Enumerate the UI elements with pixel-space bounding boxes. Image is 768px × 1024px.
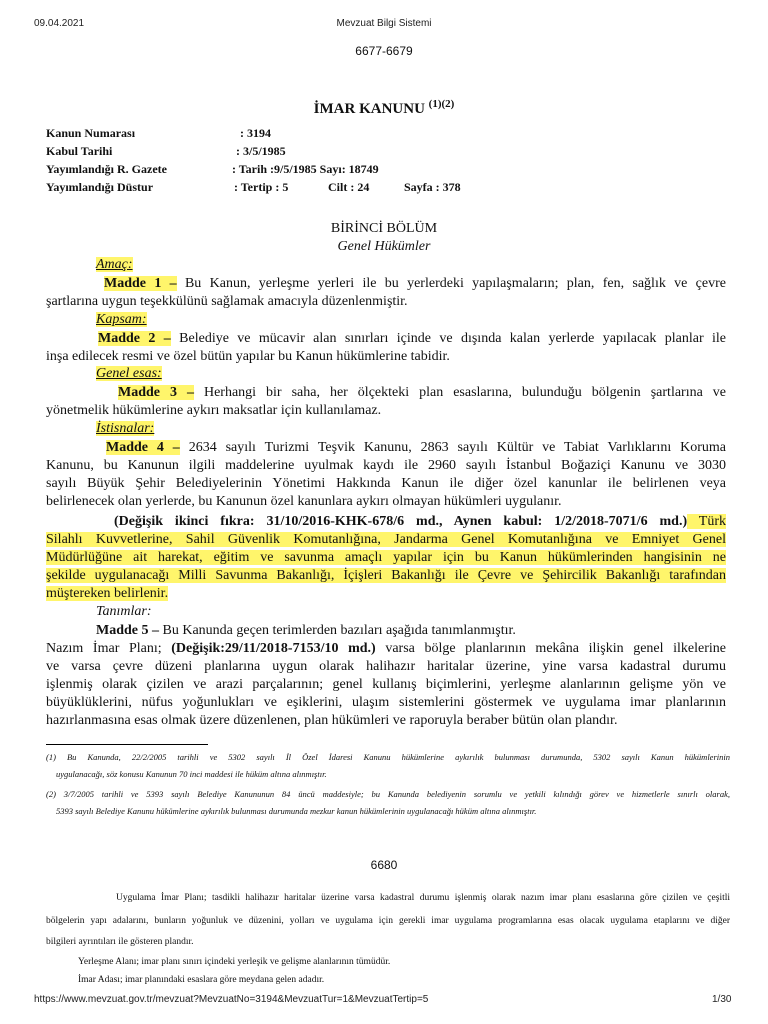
article-3-line-2: yönetmelik hükümlerine aykırı maksatlar için kullanılamaz. — [46, 403, 382, 418]
footnote-separator — [46, 744, 208, 745]
meta-cilt: Cilt : 24 — [328, 180, 370, 194]
print-title: Mevzuat Bilgi Sistemi — [336, 18, 432, 29]
article-1-title: Madde 1 – — [104, 276, 177, 291]
meta-value: : Tarih :9/5/1985 Sayı: 18749 — [232, 162, 379, 176]
article-4-hl-line-4: şekilde uygulanacağı Milli Savunma Bakanlığı, İçişleri Bakanlığı ile Çevre ve Şehircilik Bakanlığı tarafından — [46, 568, 726, 583]
print-date: 09.04.2021 — [34, 18, 85, 29]
article-4-line-3: sayılı Büyük Şehir Belediyelerinin Yönetimi Hakkında Kanun ile diğer özel kanunlar ile belirlenen veya — [46, 476, 726, 491]
meta-label: Kanun Numarası — [46, 126, 136, 140]
label-kapsam: Kapsam: — [96, 312, 147, 327]
label-tanimlar: Tanımlar: — [96, 604, 152, 619]
meta-value: : 3194 — [240, 126, 271, 140]
article-2-line-2: inşa edilecek resmi ve özel bütün yapılar bu Kanun hükümlerine tabidir. — [46, 349, 450, 364]
law-title-text: İMAR KANUNU — [313, 101, 425, 117]
label-istisnalar: İstisnalar: — [96, 421, 155, 436]
nazim-line-4: büyüklüklerini, nüfus yoğunlukları ve eşiklerini, ulaşım sistemlerini göstermek ve uygulama imar planlarının — [46, 695, 726, 710]
uygulama-line-2: bölgelerin yapı adalarını, bunların yoğunluk ve düzenini, yolları ve uygulama için gerekli imar uygulama programlarına esas olacak uygulama etaplarını ve diğer — [46, 916, 730, 926]
article-4-hl-line-3: Müdürlüğüne ait harekat, eğitim ve savunma amaçlı yapılar için bu Kanun hükümlerinden hangisinin ne — [46, 550, 726, 565]
article-4-hl-line-2: Silahlı Kuvvetlerine, Sahil Güvenlik Komutanlığına, Jandarma Genel Komutanlığına ve Emniyet Genel — [46, 532, 726, 547]
article-5-line-1: Madde 5 – Bu Kanunda geçen terimlerden bazıları aşağıda tanımlanmıştır. — [96, 623, 516, 638]
nazim-amendment-note: (Değişik:29/11/2018-7153/10 md.) — [171, 641, 376, 656]
law-title — [0, 98, 768, 118]
meta-label: Yayımlandığı Düstur — [46, 180, 154, 194]
meta-value: : 3/5/1985 — [236, 144, 286, 158]
article-4-line-4: belirlenecek olan yerlerde, bu Kanunun özel kanunlara aykırı olmayan hükümleri uygulanır. — [46, 494, 562, 509]
meta-sayfa: Sayfa : 378 — [404, 180, 461, 194]
meta-label: Yayımlandığı R. Gazete — [46, 162, 167, 176]
article-2-line-1: Madde 2 – Belediye ve mücavir alan sınırları içinde ve dışında kalan yerlerde yapılacak planlar ile — [98, 331, 727, 346]
nazim-line-5: hazırlanmasına esas olmak üzere düzenlenen, plan hükümleri ve raporuyla beraber bütün olan plandır. — [46, 713, 618, 728]
footer-page-count: 1/30 — [712, 994, 732, 1005]
nazim-line-3: işlenmiş olarak çizilen ve arazi parçalarının; genel kullanış biçimlerini, yerleşme alanlarının gelişme yön ve — [46, 677, 726, 692]
meta-value: : Tertip : 5 — [234, 180, 289, 194]
label-genel-esas: Genel esas: — [96, 366, 162, 381]
article-4-amendment-note: (Değişik ikinci fıkra: 31/10/2016-KHK-678/6 md., Aynen kabul: 1/2/2018-7071/6 md.) — [114, 514, 688, 529]
law-title-footnote-ref: (1)(2) — [428, 98, 455, 110]
article-4-line-2: Kanunu, bu Kanunun ilgili maddelerine uyulmak kaydı ile 2960 sayılı İstanbul Boğaziçi Kanunu ve 3030 — [46, 458, 726, 473]
footnote-1-line-2: uygulanacağı, söz konusu Kanunun 70 inci maddesi ile hüküm altına alınmıştır. — [56, 769, 327, 779]
section-subtitle: Genel Hükümler — [337, 239, 431, 254]
article-3-line-1: Madde 3 – Herhangi bir saha, her ölçekteki plan esaslarına, bulunduğu bölgenin şartlarına ve — [118, 385, 727, 400]
article-3-title: Madde 3 – — [118, 385, 194, 400]
footnote-1-line-1: (1) Bu Kanunda, 22/2/2005 tarihli ve 5302 sayılı İl Özel İdaresi Kanunu hükümlerine aykırılık bulunması durumunda, 5302 sayılı Kanun hükümlerinin — [46, 752, 730, 762]
article-2-title: Madde 2 – — [98, 331, 171, 346]
article-1-line-1: Madde 1 – Bu Kanun, yerleşme yerleri ile bu yerlerdeki yapılaşmaların; plan, fen, sağlık ve çevre — [104, 276, 726, 291]
nazim-line-1: Nazım İmar Planı; (Değişik:29/11/2018-7153/10 md.) varsa bölge planlarının mekâna ilişkin genel ilkelerine — [46, 641, 726, 656]
page-number-bottom: 6680 — [370, 858, 398, 872]
imar-adasi: İmar Adası; imar planındaki esaslara göre meydana gelen adadır. — [78, 975, 325, 985]
footnote-2-line-2: 5393 sayılı Belediye Kanunu hükümlerine aykırılık bulunması durumunda mezkur kanun hükümlerinin uygulanacağı hüküm altına alınmıştır. — [56, 806, 537, 816]
footnote-2-line-1: (2) 3/7/2005 tarihli ve 5393 sayılı Belediye Kanununun 84 üncü maddesiyle; bu Kanunda belediyenin sorumlu ve yetkili kılındığı görev ve hizmetlerle sınırlı olarak, — [46, 789, 730, 799]
article-4-title: Madde 4 – — [106, 440, 180, 455]
article-5-title: Madde 5 – — [96, 623, 159, 638]
meta-label: Kabul Tarihi — [46, 144, 113, 158]
article-4-line-1: Madde 4 – 2634 sayılı Turizmi Teşvik Kanunu, 2863 sayılı Kültür ve Tabiat Varlıklarını Koruma — [106, 440, 727, 455]
article-1-line-2: şartlarına uygun teşekkülünü sağlamak amacıyla düzenlenmiştir. — [46, 294, 408, 309]
nazim-line-2: ve varsa çevre düzeni planlarına uygun olarak halihazır haritalar üzerine, yine varsa kadastral durumu — [46, 659, 726, 674]
yerlesme-alani: Yerleşme Alanı; imar planı sınırı içindeki yerleşik ve gelişme alanlarının tümüdür. — [78, 957, 391, 967]
label-amac: Amaç: — [96, 257, 133, 272]
page-range: 6677-6679 — [355, 44, 413, 58]
article-4-hl-line-5: müştereken belirlenir. — [46, 586, 169, 601]
uygulama-line-3: bilgileri ayrıntıları ile gösteren plandır. — [46, 937, 194, 947]
section-title: BİRİNCİ BÖLÜM — [330, 221, 438, 236]
uygulama-line-1: Uygulama İmar Planı; tasdikli halihazır haritalar üzerine varsa kadastral durumu işlenmiş olarak nazım imar planı esaslarına göre çizilen ve çeşitli — [116, 893, 730, 903]
footer-url[interactable]: https://www.mevzuat.gov.tr/mevzuat?MevzuatNo=3194&MevzuatTur=1&MevzuatTertip=5 — [34, 994, 429, 1005]
article-4-amendment-line: (Değişik ikinci fıkra: 31/10/2016-KHK-678/6 md., Aynen kabul: 1/2/2018-7071/6 md.) Türk — [114, 514, 726, 529]
